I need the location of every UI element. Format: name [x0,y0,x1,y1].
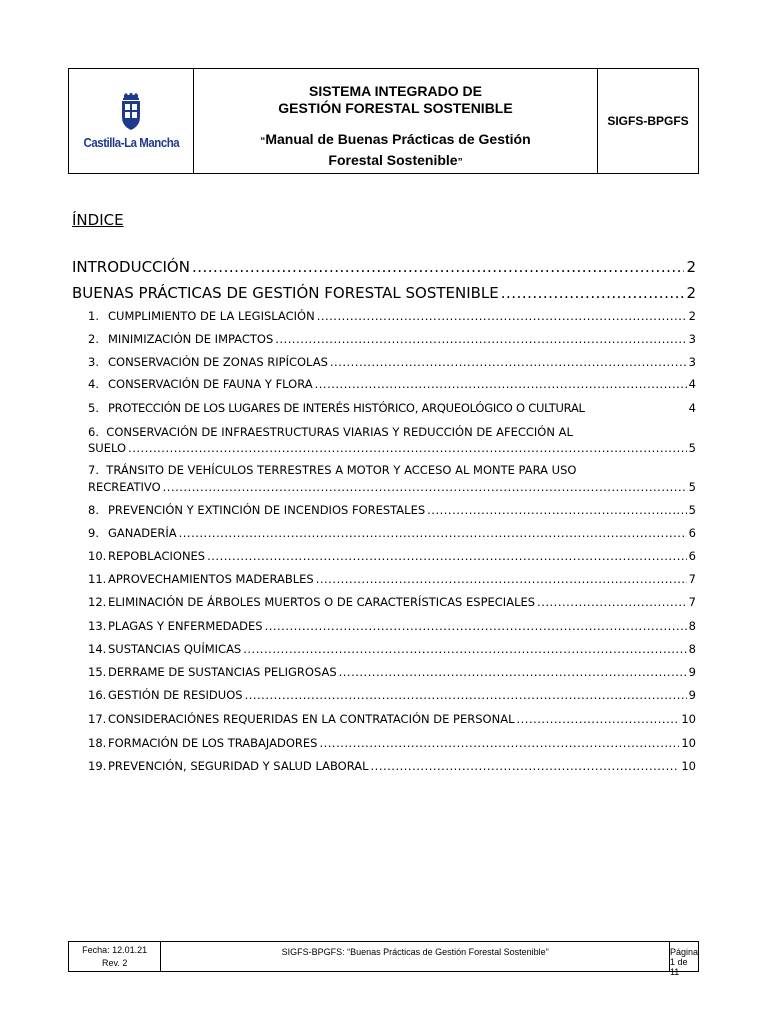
toc-entry-4[interactable] [72,377,696,391]
toc-entry-3[interactable] [72,355,696,369]
footer-page-number: Página 1 de 11 [669,947,698,977]
toc-entry-buenas-practicas[interactable] [72,284,696,302]
manual-title-line2: Forestal Sostenible [328,152,458,168]
footer-document-title: SIGFS-BPGFS: “Buenas Prácticas de Gestión Forestal Sostenible” [161,942,670,971]
toc-page: 10 [681,736,696,750]
toc-leader [315,377,687,391]
toc-label: CONSERVACIÓN DE FAUNA Y FLORA [108,377,313,391]
toc-label: APROVECHAMIENTOS MADERABLES [108,572,314,586]
toc-label: PREVENCIÓN, SEGURIDAD Y SALUD LABORAL [108,759,369,773]
toc-leader [339,665,687,679]
toc-leader [371,759,680,773]
toc-page: 9 [688,688,696,702]
toc-label: SUELO [88,441,127,455]
toc-leader [163,480,687,494]
toc-entry-10[interactable] [72,549,696,563]
toc-leader [427,503,687,517]
manual-title-line1: Manual de Buenas Prácticas de Gestión [265,131,531,147]
manual-title [194,130,597,172]
toc-page: 5 [688,503,696,517]
toc-label: CONSERVACIÓN DE INFRAESTRUCTURAS VIARIAS Y REDUCCIÓN DE AFECCIÓN AL [106,425,573,439]
toc-entry-introduccion[interactable] [72,258,696,276]
toc-page: 6 [688,549,696,563]
toc-number: 5. [88,401,99,415]
toc-leader [128,441,687,455]
toc-label: ELIMINACIÓN DE ÁRBOLES MUERTOS O DE CARACTERÍSTICAS ESPECIALES [108,595,536,609]
toc-page: 4 [688,377,696,391]
toc-entry-1[interactable] [72,309,696,323]
toc-page: 5 [688,480,696,494]
toc-page: 2 [686,258,696,276]
toc-label: CONSERVACIÓN DE ZONAS RIPÍCOLAS [108,355,328,369]
system-title-line1: SISTEMA INTEGRADO DE [309,83,482,99]
toc-leader [245,688,687,702]
toc-entry-12[interactable] [72,595,696,609]
toc-number: 1. [88,309,99,323]
toc-leader [537,595,687,609]
toc-entry-15[interactable] [72,665,696,679]
toc-entry-11[interactable] [72,572,696,586]
index-title: ÍNDICE [72,211,124,229]
toc-entry-13[interactable] [72,619,696,633]
toc-label: FORMACIÓN DE LOS TRABAJADORES [108,736,318,750]
toc-entry-16[interactable] [72,688,696,702]
toc-label: SUSTANCIAS QUÍMICAS [108,642,242,656]
toc-page: 2 [686,284,696,302]
toc-label: RECREATIVO [88,480,161,494]
toc-number: 16. [88,688,107,702]
toc-leader [317,309,687,323]
toc-number: 11. [88,572,107,586]
toc-page: 2 [688,309,696,323]
close-quote: ” [457,157,463,168]
toc-entry-6-line1[interactable] [88,425,573,439]
toc-entry-7-line2[interactable] [72,480,696,494]
toc-number: 14. [88,642,107,656]
toc-page: 10 [681,759,696,773]
toc-page: 5 [688,441,696,455]
toc-number: 9. [88,526,99,540]
toc-entry-2[interactable] [72,332,696,346]
toc-leader [192,258,684,276]
toc-number: 6. [88,425,99,439]
toc-entry-17[interactable] [72,712,696,726]
toc-page: 6 [688,526,696,540]
toc-entry-6-line2[interactable] [72,441,696,455]
coat-of-arms-icon [118,93,144,131]
toc-page: 3 [688,355,696,369]
toc-leader [516,712,679,726]
toc-leader [316,572,687,586]
toc-entry-18[interactable] [72,736,696,750]
footer-revision: Rev. 2 [101,957,128,968]
toc-leader [501,284,685,302]
toc-label: PROTECCIÓN DE LOS LUGARES DE INTERÉS HISTÓRICO, ARQUEOLÓGICO O CULTURAL [108,401,585,415]
toc-entry-8[interactable] [72,503,696,517]
toc-page: 9 [688,665,696,679]
toc-label: PLAGAS Y ENFERMEDADES [108,619,263,633]
toc-number: 8. [88,503,99,517]
toc-label: GANADERÍA [108,526,177,540]
toc-number: 17. [88,712,107,726]
toc-entry-5[interactable] [72,401,696,415]
toc-leader [179,526,687,540]
toc-page: 8 [688,619,696,633]
toc-leader [207,549,687,563]
toc-leader [265,619,687,633]
toc-leader [319,736,679,750]
toc-page: 10 [681,712,696,726]
document-footer [68,941,699,977]
footer-date-cell [69,942,161,971]
toc-entry-14[interactable] [72,642,696,656]
toc-number: 10. [88,549,107,563]
toc-number: 19. [88,759,107,773]
toc-entry-9[interactable] [72,526,696,540]
toc-number: 4. [88,377,99,391]
toc-page: 8 [688,642,696,656]
toc-number: 3. [88,355,99,369]
toc-leader [330,355,687,369]
toc-label: BUENAS PRÁCTICAS DE GESTIÓN FORESTAL SOSTENIBLE [72,284,499,302]
toc-number: 12. [88,595,107,609]
toc-label: REPOBLACIONES [108,549,206,563]
toc-number: 13. [88,619,107,633]
toc-label: CUMPLIMIENTO DE LA LEGISLACIÓN [108,309,315,323]
toc-number: 7. [88,463,99,477]
toc-leader [243,642,686,656]
logo-text: Castilla-La Mancha [83,134,179,150]
system-title-line2: GESTIÓN FORESTAL SOSTENIBLE [278,100,513,116]
toc-label: PREVENCIÓN Y EXTINCIÓN DE INCENDIOS FORESTALES [108,503,426,517]
toc-entry-7-line1[interactable] [88,463,576,477]
toc-leader [275,332,686,346]
open-quote: “ [260,136,266,147]
toc-label: INTRODUCCIÓN [72,258,190,276]
toc-label: TRÁNSITO DE VEHÍCULOS TERRESTRES A MOTOR Y ACCESO AL MONTE PARA USO [106,463,577,477]
toc-label: MINIMIZACIÓN DE IMPACTOS [108,332,274,346]
toc-number: 18. [88,736,107,750]
document-header [68,68,699,174]
toc-page: 3 [688,332,696,346]
toc-label: DERRAME DE SUSTANCIAS PELIGROSAS [108,665,337,679]
toc-page: 4 [688,401,696,415]
footer-date: Fecha: 12.01.21 [82,944,148,955]
document-code: SIGFS-BPGFS [607,114,689,128]
toc-entry-19[interactable] [72,759,696,773]
toc-label: CONSIDERACIÓNES REQUERIDAS EN LA CONTRATACIÓN DE PERSONAL [108,712,515,726]
toc-page: 7 [688,572,696,586]
toc-number: 15. [88,665,107,679]
header-title-block [194,69,598,173]
toc-label: GESTIÓN DE RESIDUOS [108,688,243,702]
logo [69,69,194,173]
toc-page: 7 [688,595,696,609]
toc-number: 2. [88,332,99,346]
